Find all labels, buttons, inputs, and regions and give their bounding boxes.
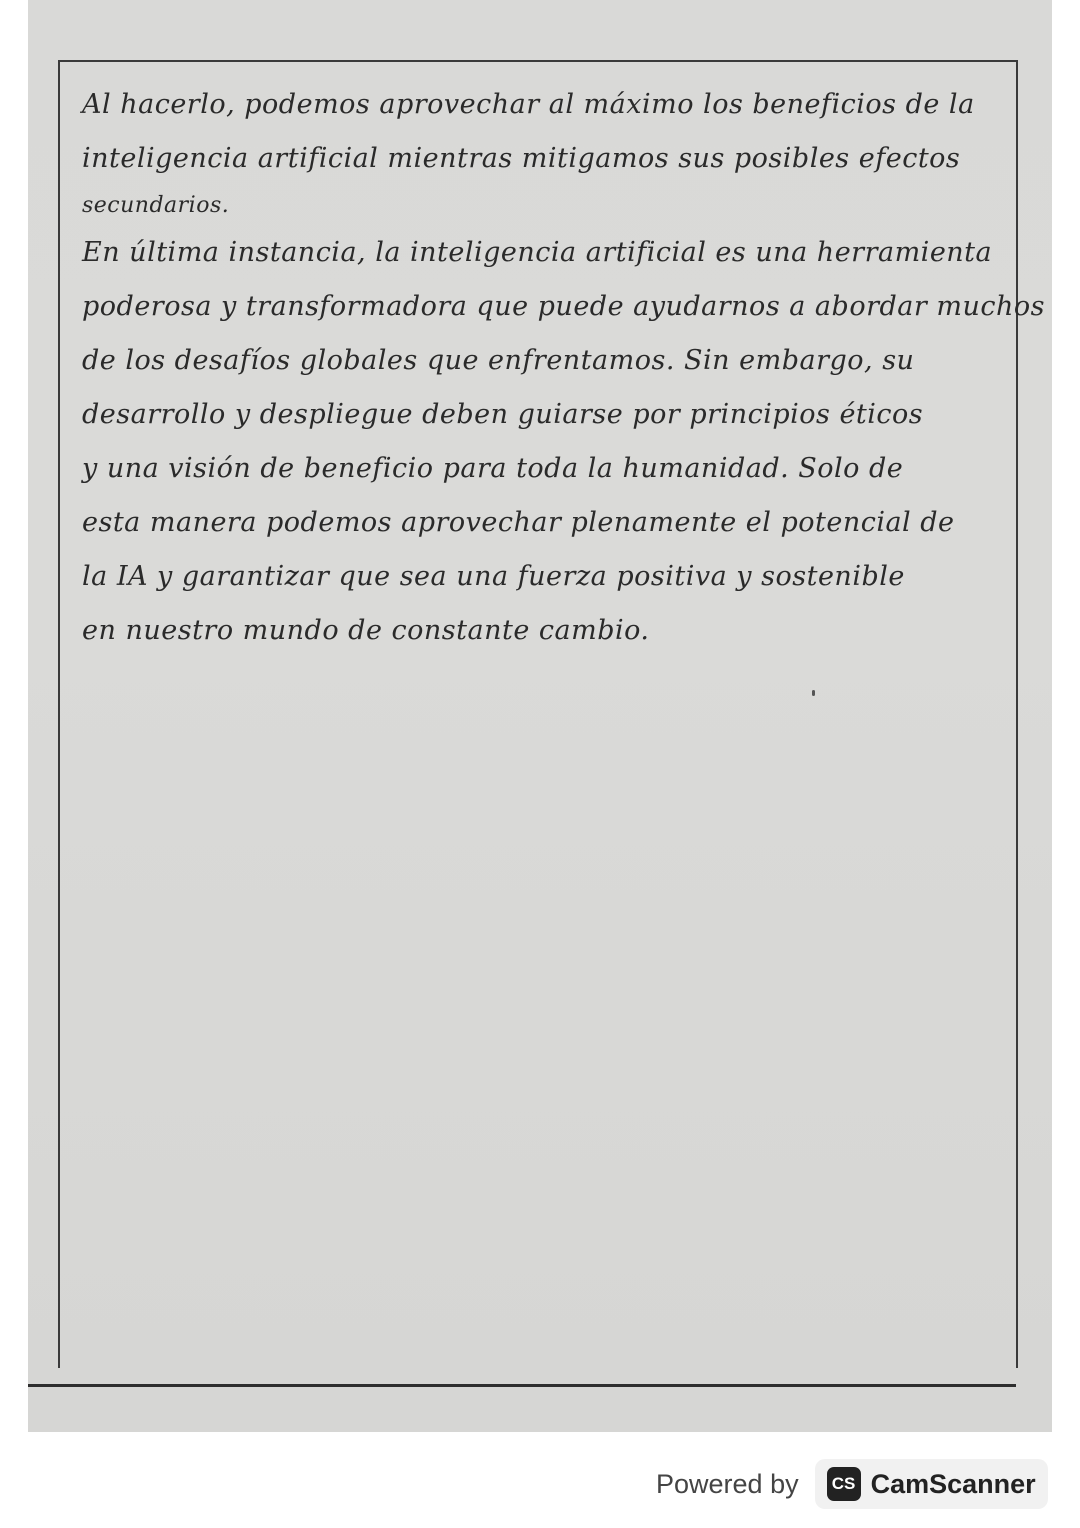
text-line: esta manera podemos aprovechar plenamente el potencial de: [82, 507, 955, 538]
pen-mark: [812, 690, 815, 696]
text-line: desarrollo y despliegue deben guiarse por principios éticos: [82, 399, 924, 430]
text-line: inteligencia artificial mientras mitigamos sus posibles efectos: [82, 143, 961, 174]
text-line: la IA y garantizar que sea una fuerza positiva y sostenible: [82, 561, 905, 592]
page-border-bottom: [28, 1384, 1016, 1387]
text-line: poderosa y transformadora que puede ayudarnos a abordar muchos: [82, 291, 1045, 322]
camscanner-logo-icon: CS: [827, 1467, 861, 1501]
scanned-page: [28, 0, 1052, 1432]
text-line: Al hacerlo, podemos aprovechar al máximo los beneficios de la: [82, 89, 975, 120]
handwritten-text: [82, 78, 1045, 658]
watermark-footer: [656, 1456, 1048, 1512]
text-line: secundarios.: [82, 193, 230, 218]
text-line: de los desafíos globales que enfrentamos. Sin embargo, su: [82, 345, 915, 376]
brand-name: CamScanner: [870, 1468, 1036, 1499]
powered-by-label: Powered by: [656, 1468, 799, 1499]
text-line: En última instancia, la inteligencia artificial es una herramienta: [82, 237, 993, 268]
text-line: y una visión de beneficio para toda la humanidad. Solo de: [82, 453, 904, 484]
camscanner-badge: [815, 1459, 1048, 1509]
text-line: en nuestro mundo de constante cambio.: [82, 615, 650, 646]
